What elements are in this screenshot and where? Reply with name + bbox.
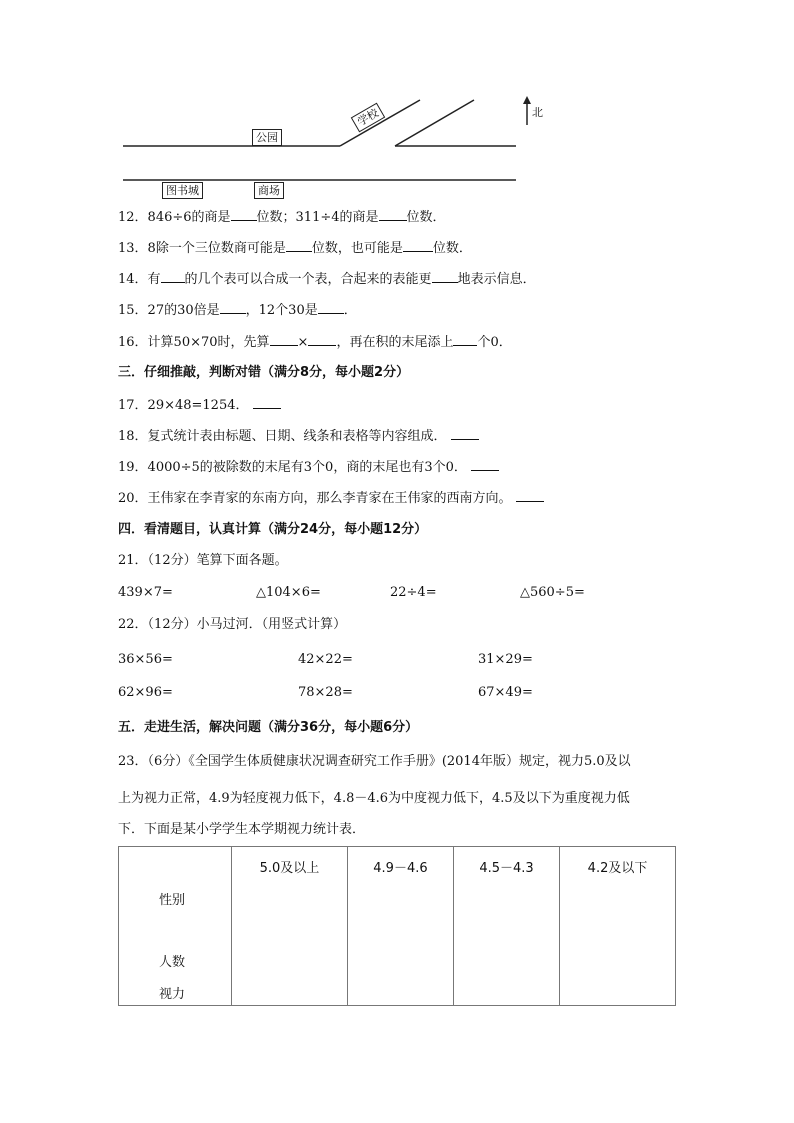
- calc-item: 78×28=: [298, 685, 353, 700]
- north-label: 北: [532, 106, 543, 119]
- answer-blank[interactable]: [286, 239, 312, 252]
- table-header-cell: 4.9－4.6: [347, 847, 453, 1006]
- table-header-cell: 4.5－4.3: [453, 847, 559, 1006]
- question-22: 22．（12分）小马过河．（用竖式计算）: [118, 617, 347, 632]
- answer-blank[interactable]: [403, 239, 433, 252]
- answer-blank[interactable]: [451, 427, 479, 440]
- answer-blank[interactable]: [379, 208, 407, 221]
- question-23-line-3: 下．下面是某小学学生本学期视力统计表．: [118, 822, 366, 837]
- calc-item: 36×56=: [118, 652, 173, 667]
- calc-item: 22÷4=: [390, 585, 437, 600]
- table-corner-cell: [119, 847, 232, 1006]
- north-arrow-icon: [523, 96, 531, 104]
- calc-item: 31×29=: [478, 652, 533, 667]
- answer-blank[interactable]: [471, 458, 499, 471]
- question-13: 13．8除一个三位数商可能是 位数，也可能是 位数．: [118, 241, 472, 256]
- table-header-cell: 4.2及以下: [560, 847, 676, 1006]
- question-19: 19．4000÷5的被除数的末尾有3个0，商的末尾也有3个0．: [118, 458, 499, 477]
- answer-blank[interactable]: [161, 270, 185, 283]
- park-label: 公园: [252, 129, 282, 146]
- answer-blank[interactable]: [516, 489, 544, 502]
- section-5-heading: 五．走进生活，解决问题（满分36分，每小题6分）: [118, 720, 419, 735]
- answer-blank[interactable]: [432, 270, 458, 283]
- answer-blank[interactable]: [253, 396, 281, 409]
- school-label: 学校: [351, 103, 385, 133]
- bookcity-label: 图书城: [162, 182, 203, 199]
- vision-statistics-table: [118, 846, 676, 1006]
- calc-item: 62×96=: [118, 685, 173, 700]
- calc-item: 42×22=: [298, 652, 353, 667]
- question-18: 18．复式统计表由标题、日期、线条和表格等内容组成．: [118, 427, 479, 446]
- corner-vision-label: 视力: [159, 987, 186, 1002]
- answer-blank[interactable]: [270, 333, 298, 346]
- corner-gender-label: 性别: [159, 893, 186, 908]
- corner-count-label: 人数: [159, 955, 186, 970]
- table-header-cell: 5.0及以上: [232, 847, 348, 1006]
- calc-item: 439×7=: [118, 585, 173, 600]
- question-16: 16．计算50×70时，先算 × ，再在积的末尾添上 个0．: [118, 335, 512, 350]
- answer-blank[interactable]: [231, 208, 257, 221]
- question-12: 12．846÷6的商是 位数；311÷4的商是 位数．: [118, 210, 446, 225]
- map-figure: [0, 0, 794, 205]
- question-23-line-2: 上为视力正常，4.9为轻度视力低下，4.8－4.6为中度视力低下，4.5及以下为重度视力低: [118, 791, 630, 806]
- question-20: 20．王伟家在李青家的东南方向，那么李青家在王伟家的西南方向。: [118, 489, 544, 508]
- answer-blank[interactable]: [318, 301, 344, 314]
- answer-blank[interactable]: [453, 333, 477, 346]
- section-3-heading: 三．仔细推敲，判断对错（满分8分，每小题2分）: [118, 365, 410, 380]
- calc-item: 67×49=: [478, 685, 533, 700]
- question-15: 15．27的30倍是 ，12个30是 ．: [118, 303, 357, 318]
- answer-blank[interactable]: [308, 333, 336, 346]
- answer-blank[interactable]: [220, 301, 246, 314]
- question-21: 21．（12分）笔算下面各题。: [118, 553, 288, 568]
- mall-label: 商场: [254, 182, 284, 199]
- road-map-drawing: [0, 0, 794, 205]
- question-23-line-1: 23．（6分）《全国学生体质健康状况调查研究工作手册》(2014年版）规定，视力5.0及以: [118, 754, 631, 769]
- calc-item: △104×6=: [256, 585, 321, 600]
- calc-item: △560÷5=: [520, 585, 585, 600]
- question-14: 14．有 的几个表可以合成一个表，合起来的表能更 地表示信息．: [118, 272, 536, 287]
- question-17: 17．29×48=1254．: [118, 396, 281, 415]
- section-4-heading: 四．看清题目，认真计算（满分24分，每小题12分）: [118, 522, 428, 537]
